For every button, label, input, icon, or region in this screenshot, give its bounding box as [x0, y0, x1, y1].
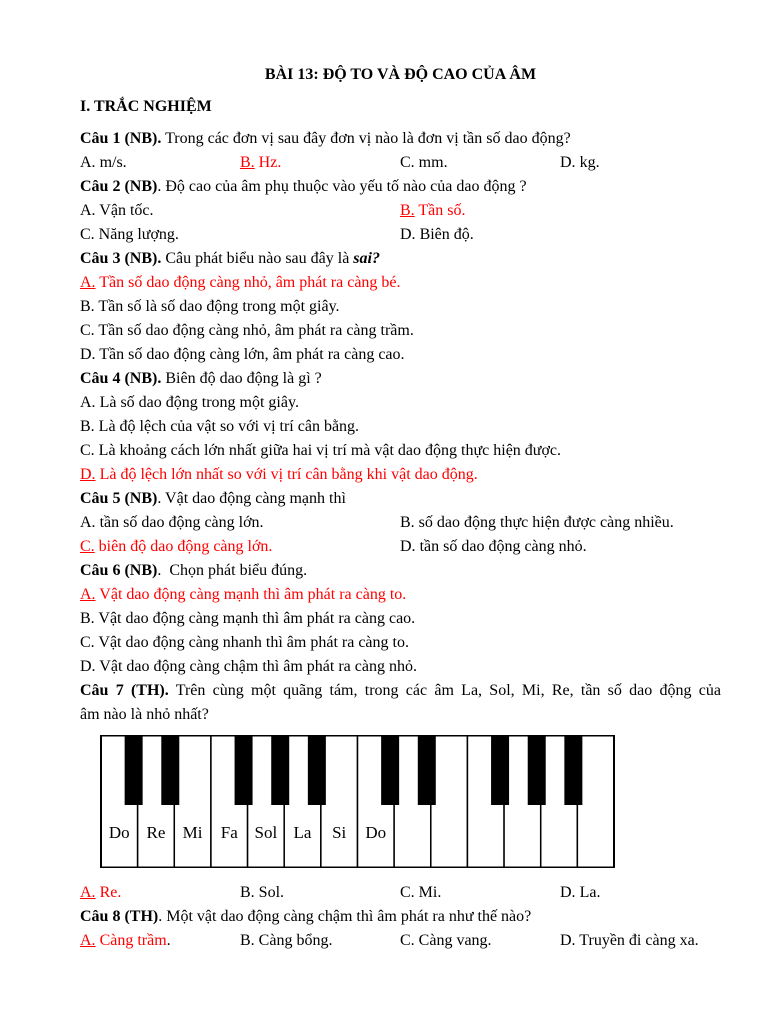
- option-letter: C.: [80, 634, 95, 651]
- option-text: tần số dao động càng lớn.: [99, 514, 264, 531]
- black-key: [564, 735, 582, 805]
- q6-option-c: [80, 631, 721, 655]
- white-key: [174, 736, 211, 868]
- option-letter: D.: [80, 346, 96, 363]
- option-letter: C.: [80, 226, 95, 243]
- q3-option-a: [80, 271, 721, 295]
- worksheet-content: [80, 63, 721, 953]
- question-8: [80, 905, 721, 953]
- option-text: Hz.: [258, 154, 282, 171]
- option-text: Là độ lệch lớn nhất so với vị trí cân bằng khi vật dao động.: [99, 466, 478, 483]
- q8-option-d: [560, 929, 721, 953]
- q6-option-d: [80, 655, 721, 679]
- q7-option-b: [240, 881, 400, 905]
- question-4-stem: [80, 367, 721, 391]
- question-1: [80, 127, 721, 175]
- question-label: Câu 5 (NB): [80, 490, 158, 507]
- option-text: Tần số.: [418, 202, 466, 219]
- q3-option-b: [80, 295, 721, 319]
- option-text: tần số dao động càng nhỏ.: [419, 538, 587, 555]
- question-3-stem: [80, 247, 721, 271]
- option-letter: C.: [400, 884, 415, 901]
- q3-option-d: [80, 343, 721, 367]
- note-label-si: Si: [332, 823, 347, 842]
- q1-option-c: [400, 151, 560, 175]
- option-text: Vật dao động càng chậm thì âm phát ra càng nhỏ.: [99, 658, 417, 675]
- question-text: Trên cùng một quãng tám, trong các âm La, Sol, Mi, Re, tần số dao động của: [175, 682, 721, 699]
- option-letter: B.: [80, 418, 95, 435]
- option-text: m/s.: [99, 154, 127, 171]
- option-text: Là số dao động trong một giây.: [99, 394, 299, 411]
- white-key: [577, 736, 614, 868]
- note-label-fa: Fa: [220, 823, 238, 842]
- q7-option-d: [560, 881, 721, 905]
- option-text: Tần số dao động càng lớn, âm phát ra càng cao.: [99, 346, 405, 363]
- question-label: Câu 1 (NB).: [80, 130, 162, 147]
- option-text: số dao động thực hiện được càng nhiều.: [418, 514, 674, 531]
- option-text: Mi.: [418, 884, 442, 901]
- option-letter: C.: [400, 932, 415, 949]
- option-letter: D.: [560, 932, 576, 949]
- q8-option-b: [240, 929, 400, 953]
- option-letter: D.: [560, 884, 576, 901]
- question-2-options: [80, 199, 721, 247]
- q1-option-a: [80, 151, 240, 175]
- white-key: [321, 736, 358, 868]
- question-label: Câu 2 (NB): [80, 178, 158, 195]
- question-2: [80, 175, 721, 247]
- option-letter: A.: [80, 514, 96, 531]
- black-key: [161, 735, 179, 805]
- question-8-options: [80, 929, 721, 953]
- note-label-mi: Mi: [182, 823, 203, 842]
- q8-option-a: [80, 929, 240, 953]
- q4-option-b: [80, 415, 721, 439]
- option-letter: A.: [80, 884, 96, 901]
- option-letter: B.: [80, 610, 95, 627]
- black-key: [528, 735, 546, 805]
- q2-option-b: [400, 199, 721, 223]
- option-letter: B.: [240, 884, 255, 901]
- option-text: Là khoảng cách lớn nhất giữa hai vị trí mà vật dao động thực hiện được.: [98, 442, 562, 459]
- option-letter: D.: [80, 466, 96, 483]
- q4-option-c: [80, 439, 721, 463]
- question-5-options: [80, 511, 721, 559]
- option-text: Tần số là số dao động trong một giây.: [98, 298, 340, 315]
- white-key: [431, 736, 468, 868]
- q2-option-d: [400, 223, 721, 247]
- option-text: Biên độ.: [419, 226, 474, 243]
- q5-option-a: [80, 511, 400, 535]
- question-4-options: [80, 391, 721, 487]
- option-letter: A.: [80, 394, 96, 411]
- option-letter: B.: [80, 298, 95, 315]
- option-text: Càng trầm: [99, 932, 167, 949]
- option-letter: C.: [80, 322, 95, 339]
- q2-option-c: [80, 223, 400, 247]
- question-label: Câu 4 (NB).: [80, 370, 162, 387]
- question-5: [80, 487, 721, 559]
- note-label-sol: Sol: [254, 823, 278, 842]
- option-text: Re.: [99, 884, 122, 901]
- question-text: Trong các đơn vị sau đây đơn vị nào là đơn vị tần số dao động?: [165, 130, 571, 147]
- question-label: Câu 7 (TH).: [80, 682, 169, 699]
- q6-option-a: [80, 583, 721, 607]
- option-text: Vật dao động càng mạnh thì âm phát ra càng to.: [99, 586, 407, 603]
- piano-keyboard-image: [100, 735, 616, 868]
- question-text: . Độ cao của âm phụ thuộc vào yếu tố nào của dao động ?: [157, 178, 527, 195]
- q3-option-c: [80, 319, 721, 343]
- option-letter: A.: [80, 932, 96, 949]
- option-text: Sol.: [258, 884, 285, 901]
- black-key: [308, 735, 326, 805]
- section-heading: I. TRẮC NGHIỆM: [80, 98, 212, 115]
- question-text: Câu phát biểu nào sau đây là: [165, 250, 350, 267]
- black-key: [381, 735, 399, 805]
- question-1-options: [80, 151, 721, 175]
- note-label-do-high: Do: [365, 823, 387, 842]
- question-2-stem: [80, 175, 721, 199]
- black-key: [418, 735, 436, 805]
- option-letter: B.: [240, 932, 255, 949]
- black-key: [271, 735, 289, 805]
- option-letter: D.: [80, 658, 96, 675]
- option-text: Vật dao động càng mạnh thì âm phát ra càng cao.: [98, 610, 416, 627]
- q5-option-b: [400, 511, 721, 535]
- question-5-stem: [80, 487, 721, 511]
- option-text: Tần số dao động càng nhỏ, âm phát ra càng bé.: [99, 274, 401, 291]
- black-key: [491, 735, 509, 805]
- option-text: Là độ lệch của vật so với vị trí cân bằng.: [98, 418, 360, 435]
- question-text: . Vật dao động càng mạnh thì: [157, 490, 346, 507]
- question-8-stem: [80, 905, 721, 929]
- black-key: [235, 735, 253, 805]
- question-emphasis: sai?: [353, 250, 380, 267]
- q4-option-d: [80, 463, 721, 487]
- option-text: Càng vang.: [418, 932, 492, 949]
- question-7-stem-line-1: [80, 679, 721, 703]
- q2-option-a: [80, 199, 400, 223]
- option-text: Năng lượng.: [98, 226, 179, 243]
- option-letter: A.: [80, 202, 96, 219]
- option-text: mm.: [418, 154, 448, 171]
- black-key: [125, 735, 143, 805]
- option-letter: D.: [560, 154, 576, 171]
- option-text: Truyền đi càng xa.: [579, 932, 699, 949]
- q1-option-b: [240, 151, 400, 175]
- option-text-suffix: .: [166, 932, 171, 949]
- option-letter: A.: [80, 586, 96, 603]
- option-text: kg.: [579, 154, 600, 171]
- option-text: Tần số dao động càng nhỏ, âm phát ra càng trầm.: [98, 322, 414, 339]
- option-letter: C.: [80, 442, 95, 459]
- q6-option-b: [80, 607, 721, 631]
- question-6-options: [80, 583, 721, 679]
- question-4: [80, 367, 721, 487]
- option-text: La.: [579, 884, 601, 901]
- option-letter: C.: [80, 538, 95, 555]
- option-letter: A.: [80, 274, 96, 291]
- option-letter: B.: [400, 202, 415, 219]
- question-7-options: [80, 881, 721, 905]
- piano-figure: [80, 735, 721, 868]
- question-3: [80, 247, 721, 367]
- option-letter: B.: [240, 154, 255, 171]
- note-label-do: Do: [108, 823, 130, 842]
- option-text: Càng bổng.: [258, 932, 333, 949]
- question-text: . Chọn phát biểu đúng.: [157, 562, 308, 579]
- question-7-stem-line-2: âm nào là nhỏ nhất?: [80, 706, 209, 723]
- question-7: [80, 679, 721, 905]
- question-label: Câu 8 (TH): [80, 908, 159, 925]
- q7-option-a: [80, 881, 240, 905]
- option-text: Vận tốc.: [99, 202, 154, 219]
- q8-option-c: [400, 929, 560, 953]
- question-label: Câu 6 (NB): [80, 562, 158, 579]
- q7-option-c: [400, 881, 560, 905]
- q5-option-c: [80, 535, 400, 559]
- question-text: Biên độ dao động là gì ?: [165, 370, 322, 387]
- option-letter: A.: [80, 154, 96, 171]
- option-letter: C.: [400, 154, 415, 171]
- note-label-re: Re: [146, 823, 166, 842]
- note-label-la: La: [293, 823, 312, 842]
- question-label: Câu 3 (NB).: [80, 250, 162, 267]
- lesson-title: BÀI 13: ĐỘ TO VÀ ĐỘ CAO CỦA ÂM: [264, 66, 537, 83]
- option-text: biên độ dao động càng lớn.: [98, 538, 273, 555]
- question-6-stem: [80, 559, 721, 583]
- q5-option-d: [400, 535, 721, 559]
- option-text: Vật dao động càng nhanh thì âm phát ra càng to.: [98, 634, 409, 651]
- option-letter: D.: [400, 226, 416, 243]
- option-letter: B.: [400, 514, 415, 531]
- option-letter: D.: [400, 538, 416, 555]
- question-6: [80, 559, 721, 679]
- q1-option-d: [560, 151, 721, 175]
- q4-option-a: [80, 391, 721, 415]
- question-1-stem: [80, 127, 721, 151]
- question-3-options: [80, 271, 721, 367]
- question-text: . Một vật dao động càng chậm thì âm phát ra như thế nào?: [158, 908, 532, 925]
